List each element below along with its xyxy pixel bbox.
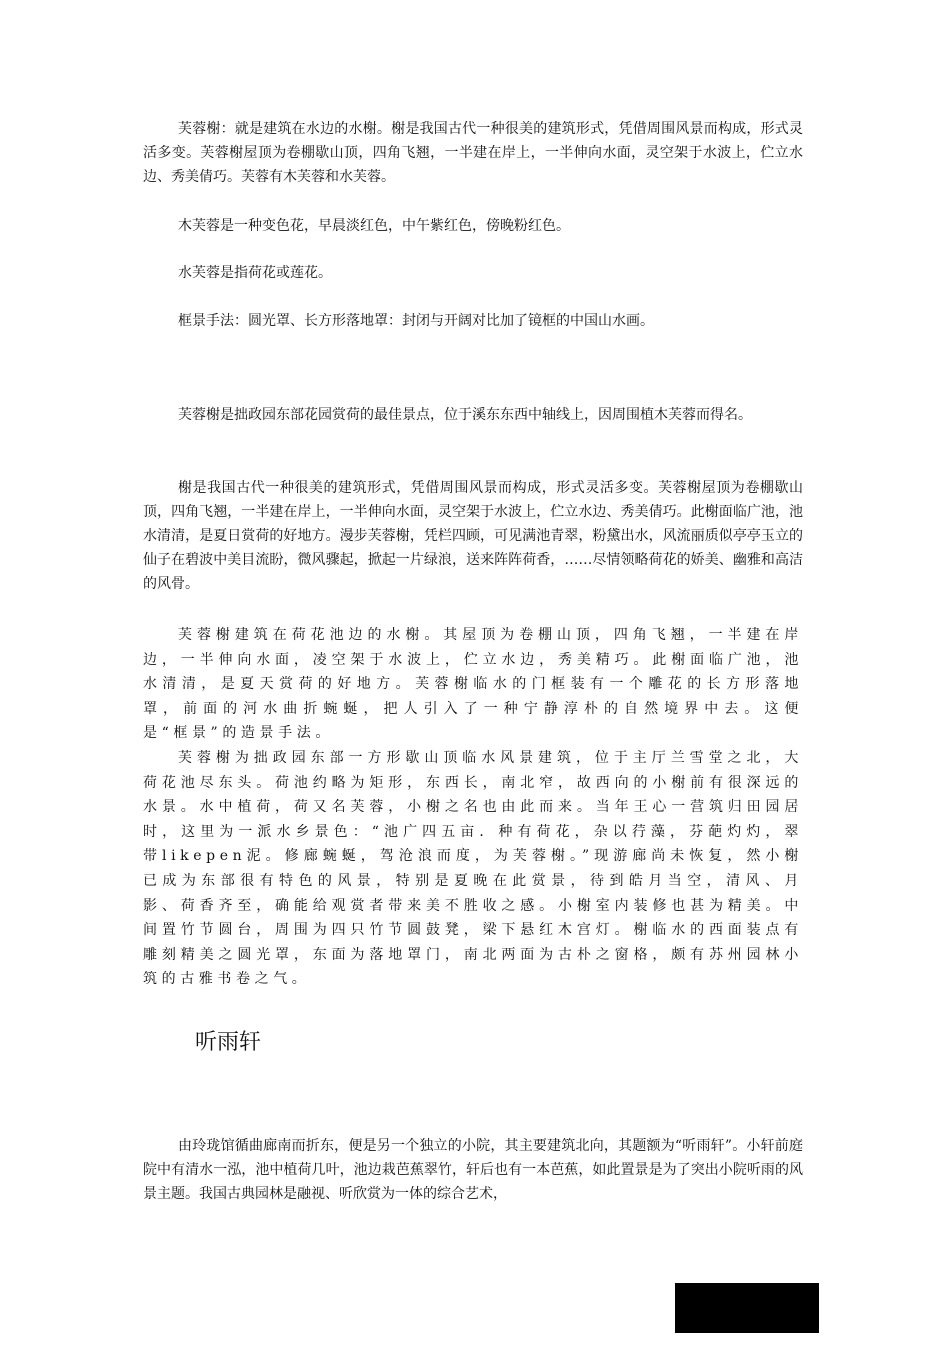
paragraph-wood-hibiscus: 木芙蓉是一种变色花，早晨淡红色，中午紫红色，傍晚粉红色。 xyxy=(178,218,570,234)
paragraph-pavilion-description: 榭是我国古代一种很美的建筑形式，凭借周围风景而构成，形式灵活多变。芙蓉榭屋顶为卷棚歇山顶，四角飞翘，一半建在岸上，一半伸向水面，灵空架于水波上，伫立水边、秀美倩巧。此榭面临广池，池水清清，是夏日赏荷的好地方。漫步芙蓉榭，凭栏四顾，可见满池青翠，粉黛出水，风流丽质似亭亭玉立的仙子在碧波中美目流盼，微风骤起，掀起一片绿浪，送来阵阵荷香，……尽情领略荷花的娇美、幽雅和高洁的风骨。 xyxy=(143,480,803,592)
paragraph-pavilion-history: 芙蓉榭为拙政园东部一方形歇山顶临水风景建筑，位于主厅兰雪堂之北，大荷花池尽东头。荷池约略为矩形，东西长，南北窄，故西向的小榭前有很深远的水景。水中植荷，荷又名芙蓉，小榭之名也由此而来。当年王心一营筑归田园居时，这里为一派水乡景色：“池广四五亩．种有荷花，杂以荇藻，芬葩灼灼，翠带likepen泥。修廊蜿蜒，驾沧浪而度，为芙蓉榭。”现游廊尚未恢复，然小榭已成为东部很有特色的风景，特别是夏晚在此赏景，待到皓月当空，清风、月影、荷香齐至，确能给观赏者带来美不胜收之感。小榭室内装修也甚为精美。中间置竹节圆台，周围为四只竹节圆鼓凳，梁下悬红木宫灯。榭临水的西面装点有雕刻精美之圆光罩，东面为落地罩门，南北两面为古朴之窗格，颇有苏州园林小筑的古雅书卷之气。 xyxy=(143,750,803,988)
paragraph-best-lotus-spot: 芙蓉榭是拙政园东部花园赏荷的最佳景点，位于溪东东西中轴线上，因周围植木芙蓉而得名。 xyxy=(178,407,752,423)
section-heading-tingyu-xuan: 听雨轩 xyxy=(195,1030,262,1055)
paragraph-pavilion-framing: 芙蓉榭建筑在荷花池边的水榭。其屋顶为卷棚山顶，四角飞翘，一半建在岸边，一半伸向水面，凌空架于水波上，伫立水边，秀美精巧。此榭面临广池，池水清清，是夏天赏荷的好地方。芙蓉榭临水的门框装有一个雕花的长方形落地罩，前面的河水曲折蜿蜒，把人引入了一种宁静淳朴的自然境界中去。这便是“框景”的造景手法。 xyxy=(143,627,803,742)
paragraph-furong-pavilion-intro: 芙蓉榭：就是建筑在水边的水榭。榭是我国古代一种很美的建筑形式，凭借周围风景而构成，形式灵活多变。芙蓉榭屋顶为卷棚歇山顶，四角飞翘，一半建在岸上，一半伸向水面，灵空架于水波上，伫立水边、秀美倩巧。芙蓉有木芙蓉和水芙蓉。 xyxy=(143,121,803,185)
paragraph-tingyu-xuan: 由玲珑馆循曲廊南而折东，便是另一个独立的小院，其主要建筑北向，其题额为“听雨轩”。小轩前庭院中有清水一泓，池中植荷几叶，池边栽芭蕉翠竹，轩后也有一本芭蕉，如此置景是为了突出小院听雨的风景主题。我国古典园林是融视、听欣赏为一体的综合艺术， xyxy=(143,1138,803,1202)
redaction-block xyxy=(675,1283,819,1333)
paragraph-water-hibiscus: 水芙蓉是指荷花或莲花。 xyxy=(178,265,332,281)
paragraph-framing-technique: 框景手法：圆光罩、长方形落地罩：封闭与开阔对比加了镜框的中国山水画。 xyxy=(178,313,654,329)
